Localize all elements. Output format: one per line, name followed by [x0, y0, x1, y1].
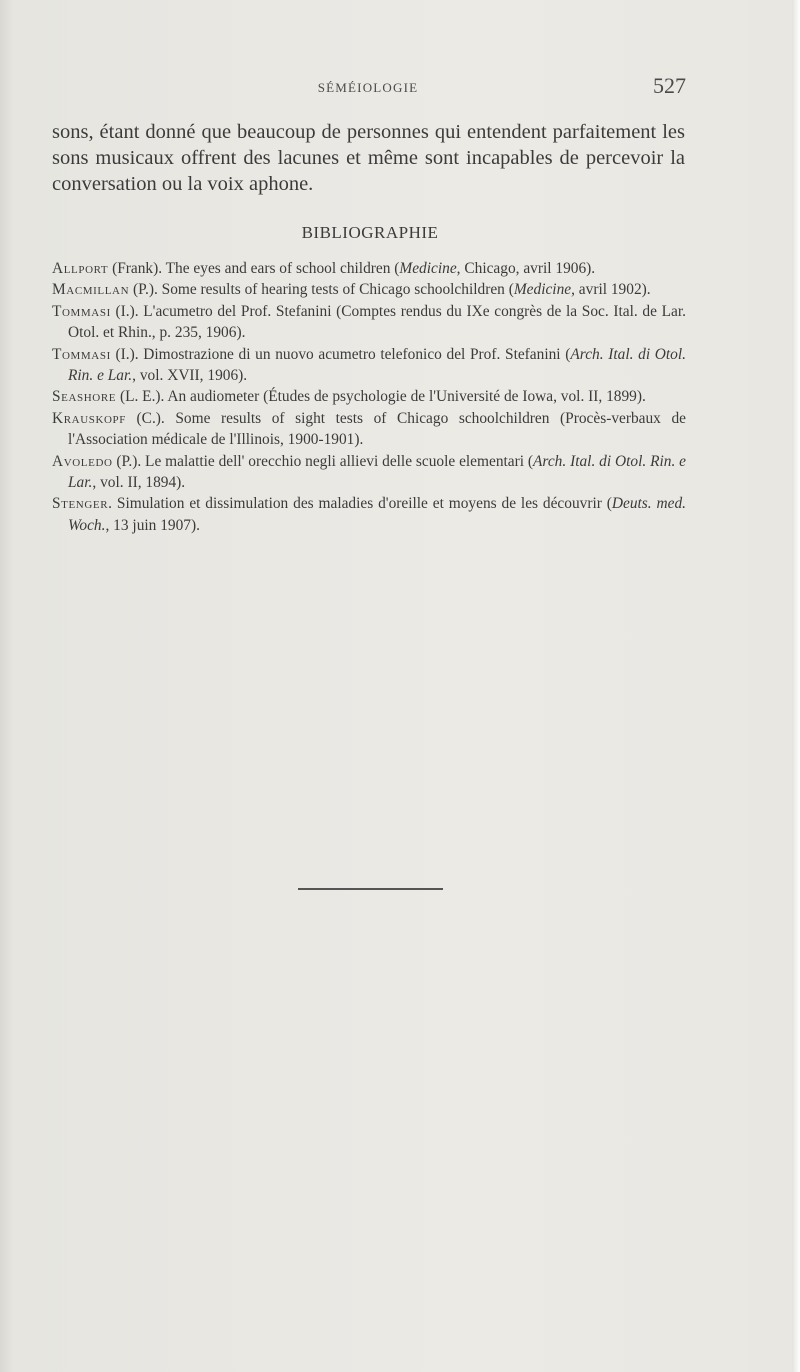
entry-author: Krauskopf: [52, 409, 126, 427]
bibliography-entry: [52, 451, 686, 494]
bibliography-entry: [52, 493, 686, 536]
entry-text-end: , Chicago, avril 1906).: [456, 260, 596, 277]
page-number: 527: [653, 73, 686, 98]
running-title: SÉMÉIOLOGIE: [317, 80, 419, 95]
bibliography-entry: [52, 344, 686, 387]
bibliography-entry: [52, 386, 686, 407]
entry-text: (I.). Dimostrazione di un nuovo acumetro telefonico del Prof. Stefanini (: [110, 345, 571, 363]
entry-author: Avoledo: [52, 452, 113, 470]
bibliography-list: [52, 258, 686, 536]
entry-text: (C.). Some results of sight tests of Chicago schoolchildren (Procès-verbaux de l'Association médicale de l'Illinois, 1900-1901).: [68, 409, 686, 449]
entry-journal: Arch. Ital. di Otol. Rin. e Lar.: [68, 452, 686, 492]
entry-author: Stenger: [52, 495, 109, 513]
bibliography-entry: [52, 408, 686, 451]
end-rule: [298, 888, 443, 890]
entry-author: Allport: [52, 260, 109, 277]
entry-text: (P.). Le malattie dell' orecchio negli allievi delle scuole elementari (: [112, 452, 534, 470]
page-header: [50, 73, 686, 100]
entry-text: (Frank). The eyes and ears of school children (: [108, 260, 400, 277]
entry-text: (I.). L'acumetro del Prof. Stefanini (Comptes rendus du IXe congrès de la Soc. Ital. de Lar. Otol. et Rhin., p. 235, 1906).: [68, 302, 686, 342]
entry-text: . Simulation et dissimulation des maladies d'oreille et moyens de les découvrir (: [108, 495, 612, 513]
entry-text-end: , 13 juin 1907).: [105, 516, 200, 534]
entry-text: (L. E.). An audiometer (Études de psychologie de l'Université de Iowa, vol. II, 1899).: [116, 388, 646, 406]
body-paragraph: sons, étant donné que beaucoup de personnes qui entendent parfaitement les sons musicaux offrent des lacunes et même sont incapables de percevoir la conversation ou la voix aphone.: [52, 121, 685, 195]
page-edge: [792, 0, 800, 1372]
bibliography-entry: [52, 279, 686, 300]
entry-text-end: , vol. XVII, 1906).: [132, 367, 248, 385]
bibliography-title: BIBLIOGRAPHIE: [301, 223, 439, 242]
entry-author: Tommasi: [52, 302, 111, 320]
entry-author: Seashore: [52, 388, 117, 406]
entry-text: (P.). Some results of hearing tests of Chicago schoolchildren (: [129, 281, 514, 299]
entry-text-end: , avril 1902).: [571, 281, 651, 299]
entry-journal: Arch. Ital. di Otol. Rin. e Lar.: [68, 345, 686, 385]
entry-author: Tommasi: [52, 345, 111, 363]
entry-journal: Medicine: [513, 281, 572, 299]
bibliography-entry: [52, 301, 686, 344]
entry-journal: Deuts. med. Woch.: [68, 495, 686, 534]
entry-text-end: , vol. II, 1894).: [92, 474, 186, 492]
entry-author: Macmillan: [52, 281, 130, 299]
entry-journal: Medicine: [399, 260, 457, 277]
bibliography-entry: [52, 258, 686, 279]
